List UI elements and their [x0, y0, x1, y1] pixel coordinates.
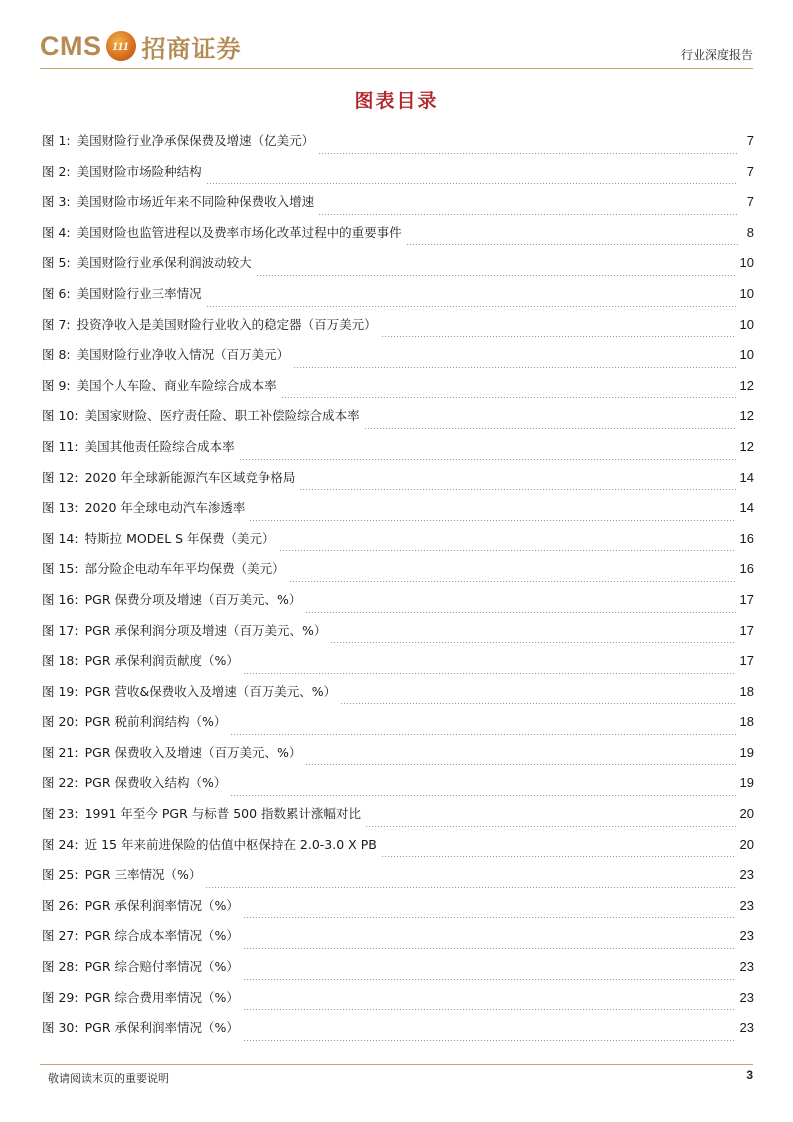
toc-entry[interactable] — [42, 926, 754, 957]
toc-entry-text: 美国其他责任险综合成本率 — [84, 438, 235, 454]
toc-entry-title — [42, 988, 239, 1006]
toc-entry-number: 图 19: — [42, 683, 79, 699]
toc-entry-text: 美国财险行业承保利润波动较大 — [76, 255, 252, 271]
toc-entry[interactable] — [42, 896, 754, 927]
toc-entry[interactable] — [42, 406, 754, 437]
toc-entry-title — [42, 865, 201, 883]
toc-dot-leader — [364, 428, 736, 429]
toc-entry-page: 10 — [739, 285, 754, 301]
toc-entry-page: 17 — [739, 591, 754, 607]
toc-entry-text: PGR 保费分项及增速（百万美元、%） — [84, 591, 302, 607]
toc-entry-number: 图 16: — [42, 591, 79, 607]
toc-entry-text: 美国财险市场近年来不同险种保费收入增速 — [76, 194, 315, 210]
toc-entry-number: 图 12: — [42, 469, 79, 485]
toc-dot-leader — [239, 459, 736, 460]
toc-entry-number: 图 28: — [42, 959, 79, 975]
toc-entry-page: 19 — [739, 744, 754, 760]
toc-entry-page: 10 — [739, 255, 754, 271]
toc-entry[interactable] — [42, 621, 754, 652]
toc-entry-number: 图 4: — [42, 224, 71, 240]
toc-dot-leader — [299, 489, 735, 490]
toc-entry-number: 图 8: — [42, 347, 71, 363]
toc-entry-page: 23 — [739, 959, 754, 975]
company-logo — [40, 28, 242, 64]
toc-entry-text: PGR 保费收入结构（%） — [84, 775, 227, 791]
toc-entry[interactable] — [42, 1018, 754, 1049]
toc-dot-leader — [381, 856, 736, 857]
toc-entry-text: PGR 承保利润率情况（%） — [84, 1020, 239, 1036]
toc-entry-text: PGR 承保利润贡献度（%） — [84, 653, 239, 669]
toc-entry-title — [42, 468, 295, 486]
toc-entry-page: 23 — [739, 867, 754, 883]
toc-entry-page: 23 — [739, 928, 754, 944]
toc-entry-title — [42, 773, 226, 791]
toc-dot-leader — [243, 917, 736, 918]
toc-entry[interactable] — [42, 957, 754, 988]
toc-entry-number: 图 17: — [42, 622, 79, 638]
toc-entry-title — [42, 192, 314, 210]
toc-entry-title — [42, 345, 289, 363]
toc-entry-number: 图 25: — [42, 867, 79, 883]
toc-entry-text: PGR 保费收入及增速（百万美元、%） — [84, 744, 302, 760]
toc-dot-leader — [381, 336, 736, 337]
toc-entry-text: PGR 营收&保费收入及增速（百万美元、%） — [84, 683, 337, 699]
toc-entry-page: 18 — [739, 714, 754, 730]
toc-dot-leader — [406, 244, 738, 245]
toc-entry[interactable] — [42, 284, 754, 315]
toc-dot-leader — [318, 153, 738, 154]
toc-entry-title — [42, 284, 202, 302]
toc-entry-page: 7 — [746, 133, 754, 148]
toc-entry-page: 12 — [739, 438, 754, 454]
toc-entry[interactable] — [42, 559, 754, 590]
toc-entry-page: 8 — [746, 224, 754, 240]
toc-entry-text: 部分险企电动车年平均保费（美元） — [84, 561, 285, 577]
toc-entry-text: PGR 税前利润结构（%） — [84, 714, 227, 730]
toc-dot-leader — [230, 795, 735, 796]
figure-toc-list — [42, 131, 754, 1049]
toc-entry-text: 美国家财险、医疗责任险、职工补偿险综合成本率 — [84, 408, 360, 424]
report-type-label: 行业深度报告 — [680, 48, 753, 62]
toc-entry-title — [42, 590, 301, 608]
toc-entry-title — [42, 926, 239, 944]
toc-entry-page: 17 — [739, 653, 754, 669]
toc-entry-page: 19 — [739, 775, 754, 791]
toc-dot-leader — [279, 550, 736, 551]
toc-entry-page: 23 — [739, 989, 754, 1005]
toc-entry-page: 23 — [739, 1020, 754, 1036]
toc-entry-text: 2020 年全球新能源汽车区域竞争格局 — [84, 469, 296, 485]
toc-entry-page: 16 — [739, 530, 754, 546]
toc-entry[interactable] — [42, 651, 754, 682]
toc-dot-leader — [293, 367, 735, 368]
toc-dot-leader — [243, 979, 736, 980]
toc-entry[interactable] — [42, 835, 754, 866]
toc-dot-leader — [230, 734, 735, 735]
toc-entry-number: 图 20: — [42, 714, 79, 730]
toc-entry-number: 图 3: — [42, 194, 71, 210]
toc-entry[interactable] — [42, 192, 754, 223]
toc-entry-number: 图 2: — [42, 163, 71, 179]
toc-entry-page: 20 — [739, 836, 754, 852]
header-divider — [40, 68, 753, 69]
toc-entry[interactable] — [42, 804, 754, 835]
toc-entry[interactable] — [42, 498, 754, 529]
toc-entry-page: 14 — [739, 500, 754, 516]
toc-entry-page: 12 — [739, 377, 754, 393]
toc-entry-page: 18 — [739, 683, 754, 699]
toc-entry[interactable] — [42, 712, 754, 743]
logo-badge-icon: 111 — [106, 31, 136, 61]
toc-entry[interactable] — [42, 743, 754, 774]
toc-entry[interactable] — [42, 865, 754, 896]
toc-entry-title — [42, 529, 275, 547]
toc-entry[interactable] — [42, 376, 754, 407]
footer-divider — [40, 1064, 753, 1065]
page-number: 3 — [746, 1068, 753, 1082]
toc-entry-title — [42, 957, 239, 975]
toc-dot-leader — [243, 1009, 736, 1010]
toc-dot-leader — [205, 887, 735, 888]
toc-dot-leader — [330, 642, 735, 643]
toc-entry-title — [42, 315, 377, 333]
toc-entry-number: 图 24: — [42, 836, 79, 852]
toc-dot-leader — [256, 275, 736, 276]
toc-entry-number: 图 21: — [42, 744, 79, 760]
toc-entry-number: 图 27: — [42, 928, 79, 944]
toc-entry-text: 2020 年全球电动汽车渗透率 — [84, 500, 246, 516]
footer-disclaimer: 敬请阅读末页的重要说明 — [48, 1072, 169, 1085]
toc-entry-title — [42, 131, 314, 149]
toc-entry-text: PGR 综合费用率情况（%） — [84, 989, 239, 1005]
toc-entry-title — [42, 896, 239, 914]
toc-entry[interactable] — [42, 437, 754, 468]
toc-entry-title — [42, 559, 285, 577]
toc-dot-leader — [305, 764, 735, 765]
toc-entry[interactable] — [42, 773, 754, 804]
toc-entry-text: PGR 三率情况（%） — [84, 867, 202, 883]
toc-dot-leader — [243, 948, 736, 949]
toc-entry-page: 10 — [739, 347, 754, 363]
toc-entry-page: 20 — [739, 806, 754, 822]
toc-entry-page: 17 — [739, 622, 754, 638]
toc-entry-number: 图 5: — [42, 255, 71, 271]
page-title: 图表目录 — [354, 90, 439, 112]
toc-entry-title — [42, 498, 245, 516]
toc-entry-title — [42, 162, 202, 180]
toc-entry-number: 图 13: — [42, 500, 79, 516]
toc-entry[interactable] — [42, 682, 754, 713]
toc-dot-leader — [206, 306, 736, 307]
toc-dot-leader — [365, 826, 735, 827]
toc-entry-number: 图 14: — [42, 530, 79, 546]
toc-dot-leader — [340, 703, 735, 704]
toc-entry[interactable] — [42, 223, 754, 254]
toc-entry-text: 近 15 年来前进保险的估值中枢保持在 2.0-3.0 X PB — [84, 836, 377, 852]
logo-chinese-name: 招商证券 — [141, 33, 242, 63]
toc-entry-title — [42, 621, 326, 639]
toc-entry-text: PGR 综合成本率情况（%） — [84, 928, 239, 944]
toc-entry-page: 7 — [746, 163, 754, 179]
toc-entry[interactable] — [42, 468, 754, 499]
toc-entry-title — [42, 712, 226, 730]
toc-entry-title — [42, 682, 336, 700]
toc-dot-leader — [289, 581, 736, 582]
toc-entry-text: 美国财险市场险种结构 — [76, 163, 202, 179]
toc-entry-text: PGR 承保利润率情况（%） — [84, 897, 239, 913]
toc-entry-page: 23 — [739, 897, 754, 913]
toc-entry-text: 美国财险行业三率情况 — [76, 285, 202, 301]
toc-entry-text: 美国财险行业净承保保费及增速（亿美元） — [76, 133, 315, 148]
toc-entry-number: 图 9: — [42, 377, 71, 393]
toc-entry-text: PGR 承保利润分项及增速（百万美元、%） — [84, 622, 327, 638]
toc-entry-title — [42, 835, 377, 853]
toc-entry-number: 图 1: — [42, 133, 71, 148]
toc-dot-leader — [249, 520, 735, 521]
toc-entry[interactable] — [42, 988, 754, 1019]
toc-entry[interactable] — [42, 253, 754, 284]
toc-entry-number: 图 11: — [42, 438, 79, 454]
logo-cms-text: CMS — [40, 30, 102, 61]
toc-entry-number: 图 10: — [42, 408, 79, 424]
toc-entry-page: 14 — [739, 469, 754, 485]
toc-entry-title — [42, 253, 252, 271]
toc-entry-page: 12 — [739, 408, 754, 424]
page-header — [40, 28, 753, 68]
toc-entry-title — [42, 651, 239, 669]
toc-dot-leader — [281, 397, 736, 398]
toc-entry[interactable] — [42, 345, 754, 376]
toc-entry-text: PGR 综合赔付率情况（%） — [84, 959, 239, 975]
toc-entry-text: 美国个人车险、商业车险综合成本率 — [76, 377, 277, 393]
toc-entry-title — [42, 376, 277, 394]
toc-entry-number: 图 26: — [42, 897, 79, 913]
toc-dot-leader — [318, 214, 738, 215]
toc-entry-title — [42, 1018, 239, 1036]
toc-entry-number: 图 7: — [42, 316, 71, 332]
toc-entry-number: 图 22: — [42, 775, 79, 791]
toc-dot-leader — [305, 612, 735, 613]
toc-entry-text: 1991 年至今 PGR 与标普 500 指数累计涨幅对比 — [84, 806, 362, 822]
toc-entry-number: 图 23: — [42, 806, 79, 822]
toc-entry-number: 图 29: — [42, 989, 79, 1005]
toc-entry-title — [42, 223, 402, 241]
toc-entry[interactable] — [42, 315, 754, 346]
toc-entry-title — [42, 406, 360, 424]
toc-entry-number: 图 18: — [42, 653, 79, 669]
toc-entry-text: 美国财险行业净收入情况（百万美元） — [76, 347, 290, 363]
toc-entry-title — [42, 743, 301, 761]
toc-entry-title — [42, 437, 235, 455]
toc-entry-title — [42, 804, 361, 822]
toc-dot-leader — [206, 183, 738, 184]
toc-entry[interactable] — [42, 162, 754, 193]
toc-entry-text: 特斯拉 MODEL S 年保费（美元） — [84, 530, 275, 546]
toc-entry[interactable] — [42, 131, 754, 162]
toc-entry-number: 图 6: — [42, 285, 71, 301]
toc-entry-number: 图 30: — [42, 1020, 79, 1036]
toc-dot-leader — [243, 673, 736, 674]
toc-dot-leader — [243, 1040, 736, 1041]
toc-entry[interactable] — [42, 529, 754, 560]
toc-entry-number: 图 15: — [42, 561, 79, 577]
toc-entry[interactable] — [42, 590, 754, 621]
toc-entry-text: 美国财险也监管进程以及费率市场化改革过程中的重要事件 — [76, 224, 402, 240]
toc-entry-page: 7 — [746, 194, 754, 210]
toc-entry-text: 投资净收入是美国财险行业收入的稳定器（百万美元） — [76, 316, 377, 332]
toc-entry-page: 10 — [739, 316, 754, 332]
toc-entry-page: 16 — [739, 561, 754, 577]
